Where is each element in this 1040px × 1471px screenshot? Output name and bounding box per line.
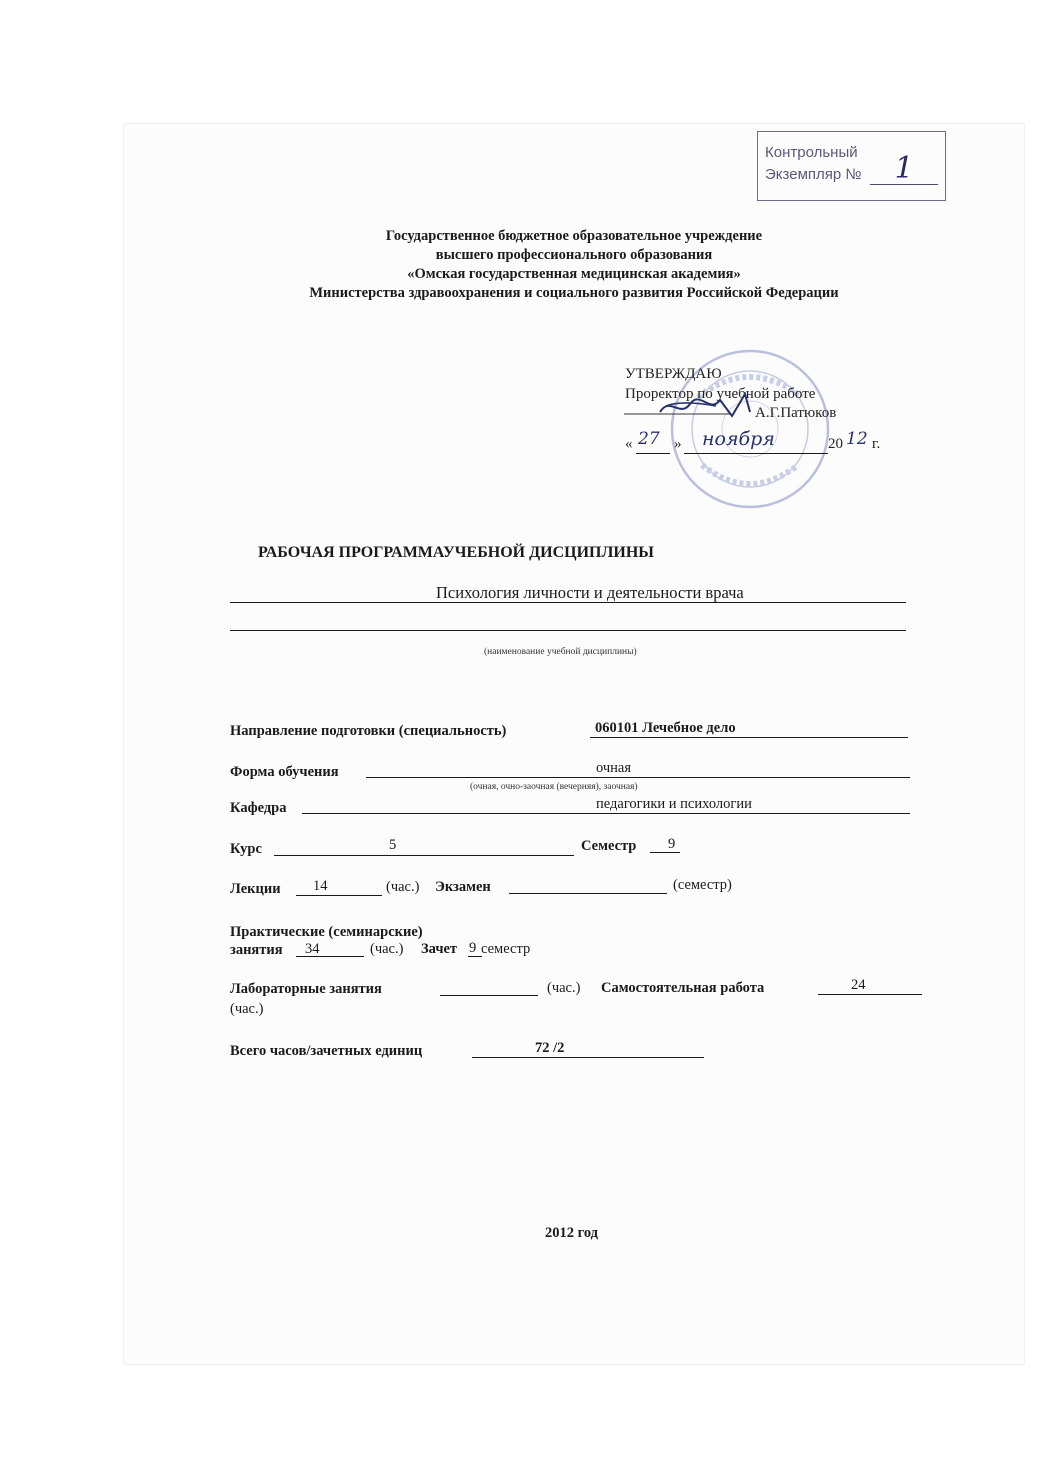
course-underline xyxy=(274,855,574,856)
total-underline xyxy=(472,1057,704,1058)
document-sheet xyxy=(124,124,1024,1364)
department-label: Кафедра xyxy=(230,800,287,816)
institution-line-3: «Омская государственная медицинская академия» xyxy=(407,266,741,282)
day-underline xyxy=(636,453,670,454)
discipline-name: Психология личности и деятельности врача xyxy=(436,583,744,602)
stamp-line-1: Контрольный xyxy=(765,144,858,161)
date-quote-open: « xyxy=(625,436,633,452)
form-value: очная xyxy=(596,760,632,776)
lab-underline xyxy=(440,995,538,996)
date-day: 27 xyxy=(638,429,660,449)
direction-underline xyxy=(590,737,908,738)
practical-unit: (час.) xyxy=(370,941,404,957)
approval-title: УТВЕРЖДАЮ xyxy=(625,366,722,382)
selfwork-unit: (час.) xyxy=(230,1001,264,1017)
stamp-line-2: Экземпляр № xyxy=(765,166,862,183)
program-title: РАБОЧАЯ ПРОГРАММАУЧЕБНОЙ ДИСЦИПЛИНЫ xyxy=(258,544,654,561)
semester-label: Семестр xyxy=(581,838,637,854)
exam-unit: (семестр) xyxy=(673,877,732,893)
date-quote-close: » xyxy=(674,436,682,452)
direction-label: Направление подготовки (специальность) xyxy=(230,723,507,739)
credit-label: Зачет xyxy=(421,941,458,957)
selfwork-label: Самостоятельная работа xyxy=(601,980,765,996)
lab-unit: (час.) xyxy=(547,980,581,996)
course-label: Курс xyxy=(230,841,262,857)
lectures-value: 14 xyxy=(313,878,328,894)
semester-value: 9 xyxy=(668,836,676,852)
lectures-underline xyxy=(296,895,382,896)
practical-label-1: Практические (семинарские) xyxy=(230,924,423,940)
course-value: 5 xyxy=(389,837,397,853)
department-underline xyxy=(302,813,910,814)
total-value: 72 /2 xyxy=(535,1040,565,1056)
exam-label: Экзамен xyxy=(435,879,491,895)
form-caption: (очная, очно-заочная (вечерняя), заочная) xyxy=(470,782,638,792)
exam-underline xyxy=(509,893,667,894)
credit-unit: семестр xyxy=(481,941,531,957)
practical-label-2: занятия xyxy=(230,942,283,958)
discipline-caption: (наименование учебной дисциплины) xyxy=(484,647,637,657)
date-month: ноября xyxy=(702,428,775,450)
approval-position: Проректор по учебной работе xyxy=(625,386,816,402)
semester-underline xyxy=(650,852,680,853)
direction-value: 060101 Лечебное дело xyxy=(595,720,736,736)
document-year: 2012 год xyxy=(545,1225,599,1241)
month-underline xyxy=(684,453,828,454)
discipline-underline-2 xyxy=(230,630,906,631)
credit-value: 9 xyxy=(469,940,477,956)
date-year-prefix: 20 xyxy=(828,436,843,452)
institution-line-4: Министерства здравоохранения и социального развития Российской Федерации xyxy=(309,285,839,301)
practical-value: 34 xyxy=(305,941,320,957)
total-label: Всего часов/зачетных единиц xyxy=(230,1043,423,1059)
institution-line-1: Государственное бюджетное образовательное учреждение xyxy=(385,228,763,244)
selfwork-underline xyxy=(818,994,922,995)
stamp-copy-number: 1 xyxy=(870,154,938,185)
lectures-unit: (час.) xyxy=(386,879,420,895)
selfwork-value: 24 xyxy=(851,977,866,993)
form-label: Форма обучения xyxy=(230,764,339,780)
lab-label: Лабораторные занятия xyxy=(230,981,382,997)
date-year-suffix: г. xyxy=(872,436,881,452)
date-year-hand: 12 xyxy=(846,429,868,449)
approver-name: А.Г.Патюков xyxy=(755,405,837,421)
form-underline xyxy=(366,777,910,778)
department-value: педагогики и психологии xyxy=(596,796,752,812)
lectures-label: Лекции xyxy=(230,881,281,897)
institution-line-2: высшего профессионального образования xyxy=(435,247,713,263)
control-copy-stamp xyxy=(757,131,946,201)
